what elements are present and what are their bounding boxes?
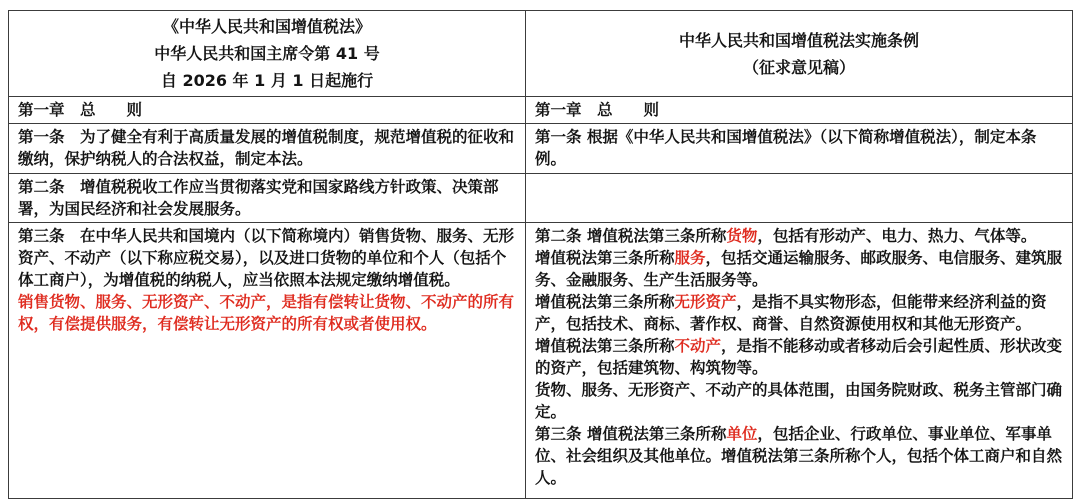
regulation-empty-cell (526, 174, 1073, 223)
law-decree-number: 中华人民共和国主席令第 41 号 (154, 44, 380, 63)
regulation-chapter-cell: 第一章 总 则 (526, 97, 1073, 124)
article3-row (9, 223, 1073, 499)
law-article3-text: 第三条 在中华人民共和国境内（以下简称境内）销售货物、服务、无形资产、不动产（以下称应税交易），以及进口货物的单位和个人（包括个体工商户），为增值税的纳税人，应当依照本法规定缴纳增值税。 (18, 227, 515, 289)
term-services: 服务 (674, 249, 706, 267)
regulation-article2-scope: 货物、服务、无形资产、不动产的具体范围，由国务院财政、税务主管部门确定。 (535, 381, 1063, 421)
law-effective-date: 自 2026 年 1 月 1 日起施行 (160, 71, 374, 90)
law-comparison-table (8, 10, 1073, 499)
law-article2-cell (9, 174, 526, 223)
term-real-estate: 不动产 (674, 337, 722, 355)
law-article1-cell (9, 124, 526, 174)
regulation-title-cell (526, 11, 1073, 97)
regulation-article2-real-estate: 增值税法第三条所称不动产，是指不能移动或者移动后会引起性质、形状改变的资产，包括建筑物、构筑物等。 (535, 337, 1063, 377)
article1-row (9, 124, 1073, 174)
law-chapter-cell: 第一章 总 则 (9, 97, 526, 124)
regulation-article1-text: 第一条 根据《中华人民共和国增值税法》（以下简称增值税法），制定本条例。 (535, 128, 1037, 168)
regulation-article2-intangible-assets: 增值税法第三条所称无形资产，是指不具实物形态，但能带来经济利益的资产，包括技术、商标、著作权、商誉、自然资源使用权和其他无形资产。 (535, 293, 1047, 333)
regulation-title: 中华人民共和国增值税法实施条例 (678, 30, 919, 50)
law-article1-text: 第一条 为了健全有利于高质量发展的增值税制度，规范增值税的征收和缴纳，保护纳税人的合法权益，制定本法。 (18, 128, 515, 168)
law-article2-text: 第二条 增值税税收工作应当贯彻落实党和国家路线方针政策、决策部署，为国民经济和社会发展服务。 (18, 178, 499, 218)
law-title: 《中华人民共和国增值税法》 (162, 17, 371, 36)
law-article3-cell (9, 223, 526, 499)
law-article3-added-text: 销售货物、服务、无形资产、不动产，是指有偿转让货物、不动产的所有权，有偿提供服务，有偿转让无形资产的所有权或者使用权。 (18, 293, 515, 333)
regulation-articles-cell (526, 223, 1073, 499)
regulation-draft-label: （征求意见稿） (742, 57, 855, 77)
term-goods: 货物 (726, 227, 758, 245)
chapter-row (9, 97, 1073, 124)
regulation-article2-goods: 第二条 增值税法第三条所称货物，包括有形动产、电力、热力、气体等。 (535, 227, 1037, 245)
term-units: 单位 (726, 425, 758, 443)
regulation-article1-cell (526, 124, 1073, 174)
regulation-article3-units: 第三条 增值税法第三条所称单位，包括企业、行政单位、事业单位、军事单位、社会组织及其他单位。增值税法第三条所称个人，包括个体工商户和自然人。 (535, 425, 1063, 487)
term-intangible-assets: 无形资产 (674, 293, 737, 311)
header-row (9, 11, 1073, 97)
article2-row (9, 174, 1073, 223)
regulation-article2-services: 增值税法第三条所称服务，包括交通运输服务、邮政服务、电信服务、建筑服务、金融服务、生产生活服务等。 (535, 249, 1063, 289)
law-title-cell (9, 11, 526, 97)
